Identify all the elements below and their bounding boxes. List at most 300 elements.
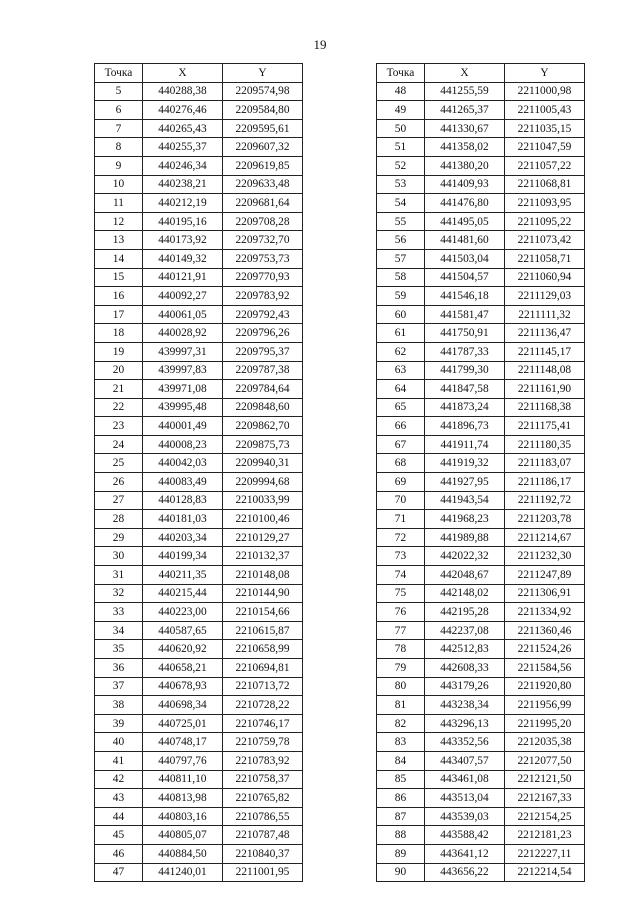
table-row: [95, 696, 303, 715]
y-coordinate-cell: 2209753,73: [223, 249, 303, 268]
table-row: [377, 714, 585, 733]
point-number-cell: 54: [377, 194, 425, 213]
y-coordinate-cell: 2209848,60: [223, 398, 303, 417]
x-coordinate-cell: 440173,92: [143, 231, 223, 250]
y-coordinate-cell: 2211001,95: [223, 863, 303, 882]
table-row: [377, 156, 585, 175]
table-row: [95, 528, 303, 547]
x-coordinate-cell: 441481,60: [425, 231, 505, 250]
coordinates-table-right: [376, 63, 585, 882]
table-row: [95, 714, 303, 733]
y-coordinate-cell: 2209787,38: [223, 361, 303, 380]
table-row: [95, 826, 303, 845]
x-coordinate-cell: 443539,03: [425, 807, 505, 826]
x-coordinate-cell: 440212,19: [143, 194, 223, 213]
table-row: [377, 789, 585, 808]
table-row: [377, 212, 585, 231]
x-coordinate-cell: 441476,80: [425, 194, 505, 213]
y-coordinate-cell: 2211058,71: [505, 249, 585, 268]
point-number-cell: 40: [95, 733, 143, 752]
table-row: [377, 231, 585, 250]
table-row: [377, 640, 585, 659]
point-number-cell: 49: [377, 101, 425, 120]
y-coordinate-cell: 2211360,46: [505, 621, 585, 640]
y-coordinate-cell: 2209795,37: [223, 342, 303, 361]
table-row: [95, 380, 303, 399]
table-row: [377, 82, 585, 101]
table-row: [377, 435, 585, 454]
y-coordinate-cell: 2211584,56: [505, 659, 585, 678]
point-number-cell: 75: [377, 584, 425, 603]
point-number-cell: 27: [95, 491, 143, 510]
y-coordinate-cell: 2209584,80: [223, 101, 303, 120]
table-row: [95, 101, 303, 120]
y-coordinate-cell: 2209681,64: [223, 194, 303, 213]
y-coordinate-cell: 2209862,70: [223, 417, 303, 436]
x-coordinate-cell: 439971,08: [143, 380, 223, 399]
point-number-cell: 46: [95, 844, 143, 863]
x-coordinate-cell: 440884,50: [143, 844, 223, 863]
x-coordinate-cell: 441750,91: [425, 324, 505, 343]
table-row: [95, 119, 303, 138]
header-y: Y: [505, 64, 585, 83]
point-number-cell: 63: [377, 361, 425, 380]
x-coordinate-cell: 443407,57: [425, 751, 505, 770]
table-row: [377, 844, 585, 863]
x-coordinate-cell: 440199,34: [143, 547, 223, 566]
x-coordinate-cell: 442237,08: [425, 621, 505, 640]
table-row: [377, 287, 585, 306]
x-coordinate-cell: 441265,37: [425, 101, 505, 120]
point-number-cell: 65: [377, 398, 425, 417]
x-coordinate-cell: 440288,38: [143, 82, 223, 101]
x-coordinate-cell: 440238,21: [143, 175, 223, 194]
table-row: [377, 510, 585, 529]
x-coordinate-cell: 441380,20: [425, 156, 505, 175]
table-row: [95, 863, 303, 882]
x-coordinate-cell: 440678,93: [143, 677, 223, 696]
point-number-cell: 24: [95, 435, 143, 454]
table-row: [377, 194, 585, 213]
table-row: [95, 491, 303, 510]
point-number-cell: 67: [377, 435, 425, 454]
point-number-cell: 60: [377, 305, 425, 324]
point-number-cell: 42: [95, 770, 143, 789]
x-coordinate-cell: 440698,34: [143, 696, 223, 715]
x-coordinate-cell: 443641,12: [425, 844, 505, 863]
point-number-cell: 47: [95, 863, 143, 882]
table-row: [95, 677, 303, 696]
table-row: [95, 510, 303, 529]
y-coordinate-cell: 2209574,98: [223, 82, 303, 101]
point-number-cell: 79: [377, 659, 425, 678]
table-row: [95, 287, 303, 306]
x-coordinate-cell: 441409,93: [425, 175, 505, 194]
y-coordinate-cell: 2210759,78: [223, 733, 303, 752]
coordinates-table-left: [94, 63, 303, 882]
point-number-cell: 81: [377, 696, 425, 715]
x-coordinate-cell: 440811,10: [143, 770, 223, 789]
table-row: [95, 268, 303, 287]
y-coordinate-cell: 2209633,48: [223, 175, 303, 194]
y-coordinate-cell: 2209940,31: [223, 454, 303, 473]
y-coordinate-cell: 2211168,38: [505, 398, 585, 417]
y-coordinate-cell: 2210132,37: [223, 547, 303, 566]
table-row: [377, 138, 585, 157]
x-coordinate-cell: 440805,07: [143, 826, 223, 845]
point-number-cell: 13: [95, 231, 143, 250]
table-row: [377, 603, 585, 622]
x-coordinate-cell: 441896,73: [425, 417, 505, 436]
y-coordinate-cell: 2212214,54: [505, 863, 585, 882]
x-coordinate-cell: 441919,32: [425, 454, 505, 473]
y-coordinate-cell: 2211068,81: [505, 175, 585, 194]
point-number-cell: 62: [377, 342, 425, 361]
point-number-cell: 21: [95, 380, 143, 399]
x-coordinate-cell: 441495,05: [425, 212, 505, 231]
header-point: Точка: [377, 64, 425, 83]
point-number-cell: 19: [95, 342, 143, 361]
point-number-cell: 8: [95, 138, 143, 157]
table-row: [95, 435, 303, 454]
table-row: [377, 584, 585, 603]
table-row: [377, 398, 585, 417]
point-number-cell: 86: [377, 789, 425, 808]
y-coordinate-cell: 2210787,48: [223, 826, 303, 845]
point-number-cell: 59: [377, 287, 425, 306]
point-number-cell: 12: [95, 212, 143, 231]
y-coordinate-cell: 2210783,92: [223, 751, 303, 770]
point-number-cell: 14: [95, 249, 143, 268]
table-row: [95, 324, 303, 343]
x-coordinate-cell: 441787,33: [425, 342, 505, 361]
table-row: [95, 640, 303, 659]
y-coordinate-cell: 2211214,67: [505, 528, 585, 547]
x-coordinate-cell: 440255,37: [143, 138, 223, 157]
y-coordinate-cell: 2212227,11: [505, 844, 585, 863]
point-number-cell: 70: [377, 491, 425, 510]
y-coordinate-cell: 2210100,46: [223, 510, 303, 529]
table-row: [377, 566, 585, 585]
table-row: [377, 491, 585, 510]
point-number-cell: 22: [95, 398, 143, 417]
table-row: [377, 305, 585, 324]
y-coordinate-cell: 2211920,80: [505, 677, 585, 696]
point-number-cell: 32: [95, 584, 143, 603]
y-coordinate-cell: 2210148,08: [223, 566, 303, 585]
point-number-cell: 82: [377, 714, 425, 733]
y-coordinate-cell: 2211524,26: [505, 640, 585, 659]
point-number-cell: 72: [377, 528, 425, 547]
x-coordinate-cell: 440061,05: [143, 305, 223, 324]
point-number-cell: 74: [377, 566, 425, 585]
x-coordinate-cell: 440265,43: [143, 119, 223, 138]
point-number-cell: 44: [95, 807, 143, 826]
table-row: [377, 101, 585, 120]
x-coordinate-cell: 440725,01: [143, 714, 223, 733]
point-number-cell: 77: [377, 621, 425, 640]
x-coordinate-cell: 440223,00: [143, 603, 223, 622]
table-row: [377, 751, 585, 770]
point-number-cell: 28: [95, 510, 143, 529]
table-row: [95, 454, 303, 473]
table-row: [377, 473, 585, 492]
point-number-cell: 20: [95, 361, 143, 380]
y-coordinate-cell: 2211995,20: [505, 714, 585, 733]
x-coordinate-cell: 441504,57: [425, 268, 505, 287]
table-row: [377, 659, 585, 678]
x-coordinate-cell: 440149,32: [143, 249, 223, 268]
x-coordinate-cell: 443296,13: [425, 714, 505, 733]
y-coordinate-cell: 2211136,47: [505, 324, 585, 343]
point-number-cell: 84: [377, 751, 425, 770]
y-coordinate-cell: 2209994,68: [223, 473, 303, 492]
table-row: [377, 547, 585, 566]
table-header-row: [377, 64, 585, 83]
point-number-cell: 26: [95, 473, 143, 492]
y-coordinate-cell: 2210144,90: [223, 584, 303, 603]
y-coordinate-cell: 2209784,64: [223, 380, 303, 399]
point-number-cell: 57: [377, 249, 425, 268]
point-number-cell: 89: [377, 844, 425, 863]
point-number-cell: 36: [95, 659, 143, 678]
x-coordinate-cell: 440128,83: [143, 491, 223, 510]
y-coordinate-cell: 2211060,94: [505, 268, 585, 287]
table-row: [377, 380, 585, 399]
point-number-cell: 73: [377, 547, 425, 566]
y-coordinate-cell: 2211145,17: [505, 342, 585, 361]
y-coordinate-cell: 2211203,78: [505, 510, 585, 529]
point-number-cell: 35: [95, 640, 143, 659]
point-number-cell: 80: [377, 677, 425, 696]
x-coordinate-cell: 440181,03: [143, 510, 223, 529]
point-number-cell: 66: [377, 417, 425, 436]
y-coordinate-cell: 2210713,72: [223, 677, 303, 696]
table-row: [95, 342, 303, 361]
y-coordinate-cell: 2211148,08: [505, 361, 585, 380]
y-coordinate-cell: 2209595,61: [223, 119, 303, 138]
x-coordinate-cell: 440083,49: [143, 473, 223, 492]
point-number-cell: 45: [95, 826, 143, 845]
point-number-cell: 69: [377, 473, 425, 492]
x-coordinate-cell: 443656,22: [425, 863, 505, 882]
y-coordinate-cell: 2211180,35: [505, 435, 585, 454]
header-x: X: [143, 64, 223, 83]
table-row: [377, 807, 585, 826]
point-number-cell: 51: [377, 138, 425, 157]
x-coordinate-cell: 441503,04: [425, 249, 505, 268]
x-coordinate-cell: 442608,33: [425, 659, 505, 678]
point-number-cell: 18: [95, 324, 143, 343]
x-coordinate-cell: 440211,35: [143, 566, 223, 585]
y-coordinate-cell: 2210746,17: [223, 714, 303, 733]
x-coordinate-cell: 440587,65: [143, 621, 223, 640]
y-coordinate-cell: 2211057,22: [505, 156, 585, 175]
x-coordinate-cell: 440748,17: [143, 733, 223, 752]
table-row: [95, 194, 303, 213]
point-number-cell: 37: [95, 677, 143, 696]
page-number: 19: [313, 37, 327, 52]
point-number-cell: 6: [95, 101, 143, 120]
y-coordinate-cell: 2209875,73: [223, 435, 303, 454]
table-row: [377, 268, 585, 287]
x-coordinate-cell: 439997,31: [143, 342, 223, 361]
table-row: [95, 138, 303, 157]
y-coordinate-cell: 2211183,07: [505, 454, 585, 473]
y-coordinate-cell: 2210765,82: [223, 789, 303, 808]
point-number-cell: 17: [95, 305, 143, 324]
x-coordinate-cell: 440620,92: [143, 640, 223, 659]
x-coordinate-cell: 441799,30: [425, 361, 505, 380]
point-number-cell: 38: [95, 696, 143, 715]
y-coordinate-cell: 2211005,43: [505, 101, 585, 120]
table-row: [377, 417, 585, 436]
y-coordinate-cell: 2212077,50: [505, 751, 585, 770]
x-coordinate-cell: 443352,56: [425, 733, 505, 752]
x-coordinate-cell: 441240,01: [143, 863, 223, 882]
y-coordinate-cell: 2211095,22: [505, 212, 585, 231]
x-coordinate-cell: 441873,24: [425, 398, 505, 417]
x-coordinate-cell: 443238,34: [425, 696, 505, 715]
x-coordinate-cell: 440042,03: [143, 454, 223, 473]
x-coordinate-cell: 440215,44: [143, 584, 223, 603]
point-number-cell: 39: [95, 714, 143, 733]
x-coordinate-cell: 441968,23: [425, 510, 505, 529]
x-coordinate-cell: 443179,26: [425, 677, 505, 696]
table-header-row: [95, 64, 303, 83]
table-row: [95, 156, 303, 175]
point-number-cell: 61: [377, 324, 425, 343]
y-coordinate-cell: 2209770,93: [223, 268, 303, 287]
point-number-cell: 31: [95, 566, 143, 585]
y-coordinate-cell: 2210154,66: [223, 603, 303, 622]
x-coordinate-cell: 441581,47: [425, 305, 505, 324]
point-number-cell: 16: [95, 287, 143, 306]
y-coordinate-cell: 2209792,43: [223, 305, 303, 324]
x-coordinate-cell: 440028,92: [143, 324, 223, 343]
x-coordinate-cell: 441358,02: [425, 138, 505, 157]
point-number-cell: 52: [377, 156, 425, 175]
x-coordinate-cell: 441911,74: [425, 435, 505, 454]
point-number-cell: 64: [377, 380, 425, 399]
y-coordinate-cell: 2210694,81: [223, 659, 303, 678]
x-coordinate-cell: 441330,67: [425, 119, 505, 138]
y-coordinate-cell: 2209732,70: [223, 231, 303, 250]
point-number-cell: 10: [95, 175, 143, 194]
x-coordinate-cell: 440001,49: [143, 417, 223, 436]
header-x: X: [425, 64, 505, 83]
table-row: [95, 305, 303, 324]
x-coordinate-cell: 441927,95: [425, 473, 505, 492]
point-number-cell: 25: [95, 454, 143, 473]
table-row: [95, 621, 303, 640]
y-coordinate-cell: 2211956,99: [505, 696, 585, 715]
y-coordinate-cell: 2211232,30: [505, 547, 585, 566]
y-coordinate-cell: 2212167,33: [505, 789, 585, 808]
point-number-cell: 71: [377, 510, 425, 529]
table-row: [377, 696, 585, 715]
y-coordinate-cell: 2211175,41: [505, 417, 585, 436]
table-row: [95, 473, 303, 492]
point-number-cell: 48: [377, 82, 425, 101]
point-number-cell: 53: [377, 175, 425, 194]
x-coordinate-cell: 440203,34: [143, 528, 223, 547]
table-row: [95, 82, 303, 101]
table-row: [95, 807, 303, 826]
point-number-cell: 88: [377, 826, 425, 845]
table-row: [95, 175, 303, 194]
table-row: [377, 863, 585, 882]
y-coordinate-cell: 2212154,25: [505, 807, 585, 826]
table-row: [95, 844, 303, 863]
point-number-cell: 78: [377, 640, 425, 659]
table-row: [95, 249, 303, 268]
x-coordinate-cell: 439995,48: [143, 398, 223, 417]
y-coordinate-cell: 2210033,99: [223, 491, 303, 510]
table-row: [95, 603, 303, 622]
y-coordinate-cell: 2209607,32: [223, 138, 303, 157]
table-row: [377, 175, 585, 194]
y-coordinate-cell: 2210840,37: [223, 844, 303, 863]
table-row: [95, 584, 303, 603]
table-row: [95, 659, 303, 678]
y-coordinate-cell: 2210615,87: [223, 621, 303, 640]
table-row: [95, 751, 303, 770]
point-number-cell: 33: [95, 603, 143, 622]
point-number-cell: 5: [95, 82, 143, 101]
x-coordinate-cell: 442048,67: [425, 566, 505, 585]
x-coordinate-cell: 442195,28: [425, 603, 505, 622]
x-coordinate-cell: 442148,02: [425, 584, 505, 603]
table-row: [377, 826, 585, 845]
point-number-cell: 90: [377, 863, 425, 882]
y-coordinate-cell: 2212121,50: [505, 770, 585, 789]
x-coordinate-cell: 439997,83: [143, 361, 223, 380]
y-coordinate-cell: 2211073,42: [505, 231, 585, 250]
y-coordinate-cell: 2211129,03: [505, 287, 585, 306]
table-row: [95, 417, 303, 436]
x-coordinate-cell: 440121,91: [143, 268, 223, 287]
table-row: [95, 566, 303, 585]
y-coordinate-cell: 2212035,38: [505, 733, 585, 752]
x-coordinate-cell: 443588,42: [425, 826, 505, 845]
x-coordinate-cell: 442022,32: [425, 547, 505, 566]
table-row: [377, 361, 585, 380]
point-number-cell: 83: [377, 733, 425, 752]
point-number-cell: 50: [377, 119, 425, 138]
table-row: [377, 621, 585, 640]
x-coordinate-cell: 443513,04: [425, 789, 505, 808]
point-number-cell: 34: [95, 621, 143, 640]
x-coordinate-cell: 443461,08: [425, 770, 505, 789]
x-coordinate-cell: 441847,58: [425, 380, 505, 399]
y-coordinate-cell: 2210658,99: [223, 640, 303, 659]
x-coordinate-cell: 440195,16: [143, 212, 223, 231]
point-number-cell: 55: [377, 212, 425, 231]
point-number-cell: 29: [95, 528, 143, 547]
y-coordinate-cell: 2211186,17: [505, 473, 585, 492]
y-coordinate-cell: 2211093,95: [505, 194, 585, 213]
y-coordinate-cell: 2211161,90: [505, 380, 585, 399]
header-point: Точка: [95, 64, 143, 83]
point-number-cell: 7: [95, 119, 143, 138]
table-row: [377, 119, 585, 138]
x-coordinate-cell: 440008,23: [143, 435, 223, 454]
point-number-cell: 30: [95, 547, 143, 566]
x-coordinate-cell: 441989,88: [425, 528, 505, 547]
y-coordinate-cell: 2209796,26: [223, 324, 303, 343]
table-row: [377, 249, 585, 268]
